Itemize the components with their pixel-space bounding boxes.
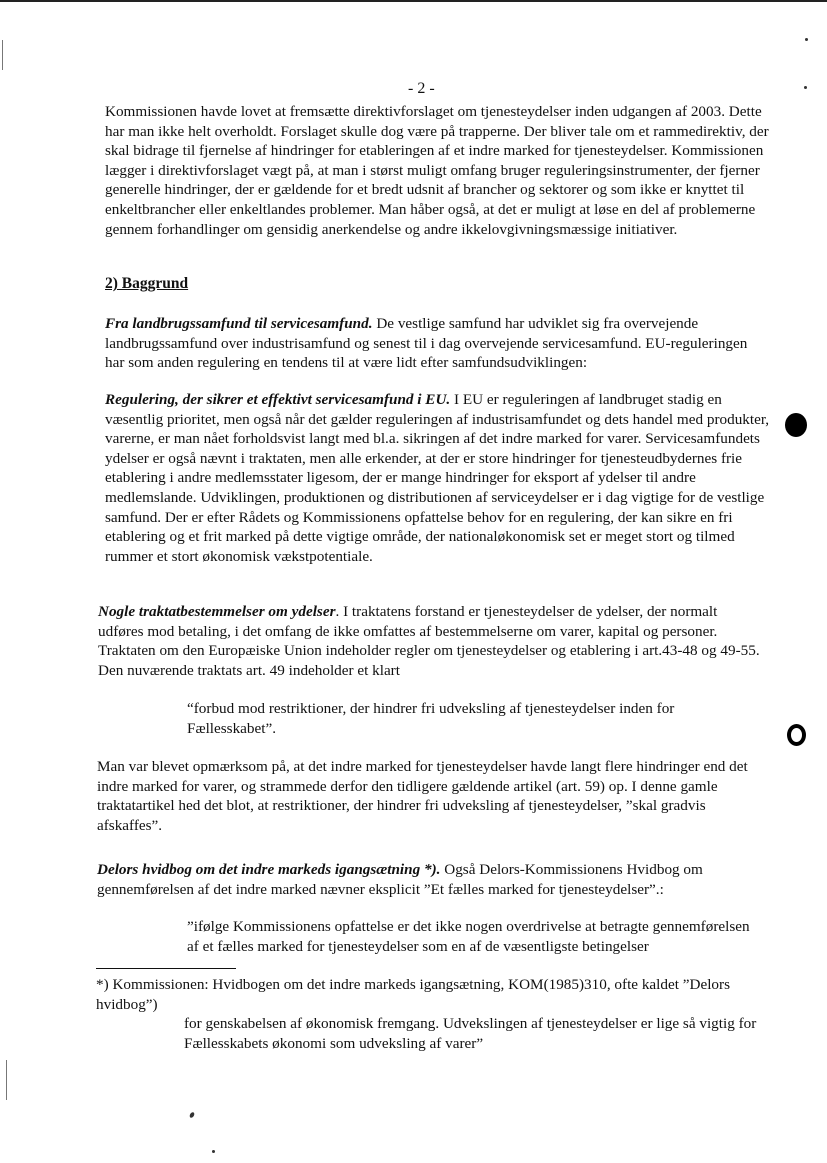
- scan-edge-mark: [2, 40, 3, 70]
- scan-top-edge: [0, 0, 827, 2]
- paragraph-lead: Nogle traktatbestemmelser om ydelser: [98, 603, 336, 620]
- paragraph-lead: Regulering, der sikrer et effektivt servicesamfund i EU.: [105, 391, 451, 408]
- footnote: *) Kommissionen: Hvidbogen om det indre markeds igangsætning, KOM(1985)310, ofte kaldet ”Delors hvidbog”): [96, 976, 730, 1013]
- paragraph-lead: Delors hvidbog om det indre markeds igangsætning *).: [97, 861, 441, 878]
- paragraph-background: [105, 314, 770, 373]
- paragraph-lead: Fra landbrugssamfund til servicesamfund.: [105, 315, 373, 332]
- quote-treaty: “forbud mod restriktioner, der hindrer fri udveksling af tjenesteydelser inden for Fællesskabet”.: [187, 700, 675, 737]
- footnote-rule: [96, 968, 236, 969]
- scan-speck: [212, 1150, 215, 1153]
- quote-delors-continued: for genskabelsen af økonomisk fremgang. Udvekslingen af tjenesteydelser er lige så vigtig for Fællesskabets økonomi som udveksling af varer”: [184, 1015, 757, 1052]
- paragraph-body: De vestlige samfund har udviklet sig fra overvejende landbrugssamfund over industrisamfund og senest til i dag overvejende servicesamfund. EU-reguleringen har som anden regulering en tendens til at være lidt efter samfundsudviklingen:: [105, 315, 748, 372]
- paragraph-intro: Kommissionen havde lovet at fremsætte direktivforslaget om tjenesteydelser inden udgangen af 2003. Dette har man ikke helt overholdt. Forslaget skulle dog være på trapperne. Der bliver tale om et rammedirektiv, der skal bidrage til fjernelse af hindringer for etableringen af et indre marked for tjenesteydelser. Kommissionen lægger i direktivforslaget vægt på, at man i størst muligt omfang bruger reguleringsinstrumenter, der fjerner generelle hindringer, der er gældende for et bredt udsnit af brancher og sektorer og som ikke er knyttet til enkeltbrancher eller enkeltlandes problemer. Man håber også, at det er muligt at løse en del af problemerne gennem forhandlinger om gensidig anerkendelse og andre ikkelovgivningsmæssige initiativer.: [105, 103, 769, 238]
- section-heading: 2) Baggrund: [105, 275, 189, 292]
- paragraph-delors: [97, 860, 769, 899]
- paragraph-body: . I traktatens forstand er tjenesteydelser de ydelser, der normalt udføres mod betaling, i det omfang de ikke omfattes af bestemmelserne om varer, kapital og personer. Traktaten om den Europæiske Union indeholder regler om tjenesteydelser og etablering i art.43-48 og 49-55. Den nuværende traktats art. 49 indeholder et klart: [98, 603, 760, 679]
- scan-speck: [805, 38, 808, 41]
- paragraph-treaty: [98, 602, 763, 680]
- paragraph-body: Også Delors-Kommissionens Hvidbog om gennemførelsen af det indre marked nævner eksplicit ”Et fælles marked for tjenesteydelser”.:: [97, 861, 703, 898]
- punch-ring-mark: [787, 724, 806, 746]
- quote-delors: ”ifølge Kommissionens opfattelse er det ikke nogen overdrivelse at betragte gennemførelsen af et fælles marked for tjenesteydelser som en af de væsentligste betingelser: [187, 918, 750, 955]
- page-number: - 2 -: [408, 80, 435, 97]
- paragraph-hindrances: Man var blevet opmærksom på, at det indre marked for tjenesteydelser havde langt flere hindringer end det indre marked for varer, og strammede derfor den tidligere gældende artikel (art. 59) op. I denne gamle traktatartikel hed det blot, at restriktioner, der hindrer fri udveksling af tjenesteydelser, ”skal gradvis afskaffes”.: [97, 758, 748, 834]
- scan-speck: [189, 1111, 195, 1118]
- scan-edge-mark: [6, 1060, 7, 1100]
- punch-hole-mark: [785, 413, 807, 437]
- paragraph-body: I EU er reguleringen af landbruget stadig en væsentlig prioritet, men også når det gælder reguleringen af industrisamfundet og dets handel med produkter, varerne, er man nået forholdsvist langt med bl.a. sikringen af det indre marked for varer. Servicesamfundets ydelser er også nævnt i traktaten, men alle erkender, at der er store hindringer for tjenesteudbydernes frie etablering i andre medlemsstater ligesom, der er mange hindringer for eksport af ydelser til andre medlemslande. Udviklingen, produktionen og distributionen af serviceydelser er i dag vigtige for de vestlige samfund. Der er efter Rådets og Kommissionens opfattelse behov for en regulering, der kan sikre en fri etablering og et frit marked på dette vigtige område, der nationaløkonomisk set er meget stort og tilmed rummer et stort økonomisk vækstpotentiale.: [105, 391, 770, 565]
- scan-speck: [804, 86, 807, 89]
- paragraph-regulation: [105, 390, 770, 566]
